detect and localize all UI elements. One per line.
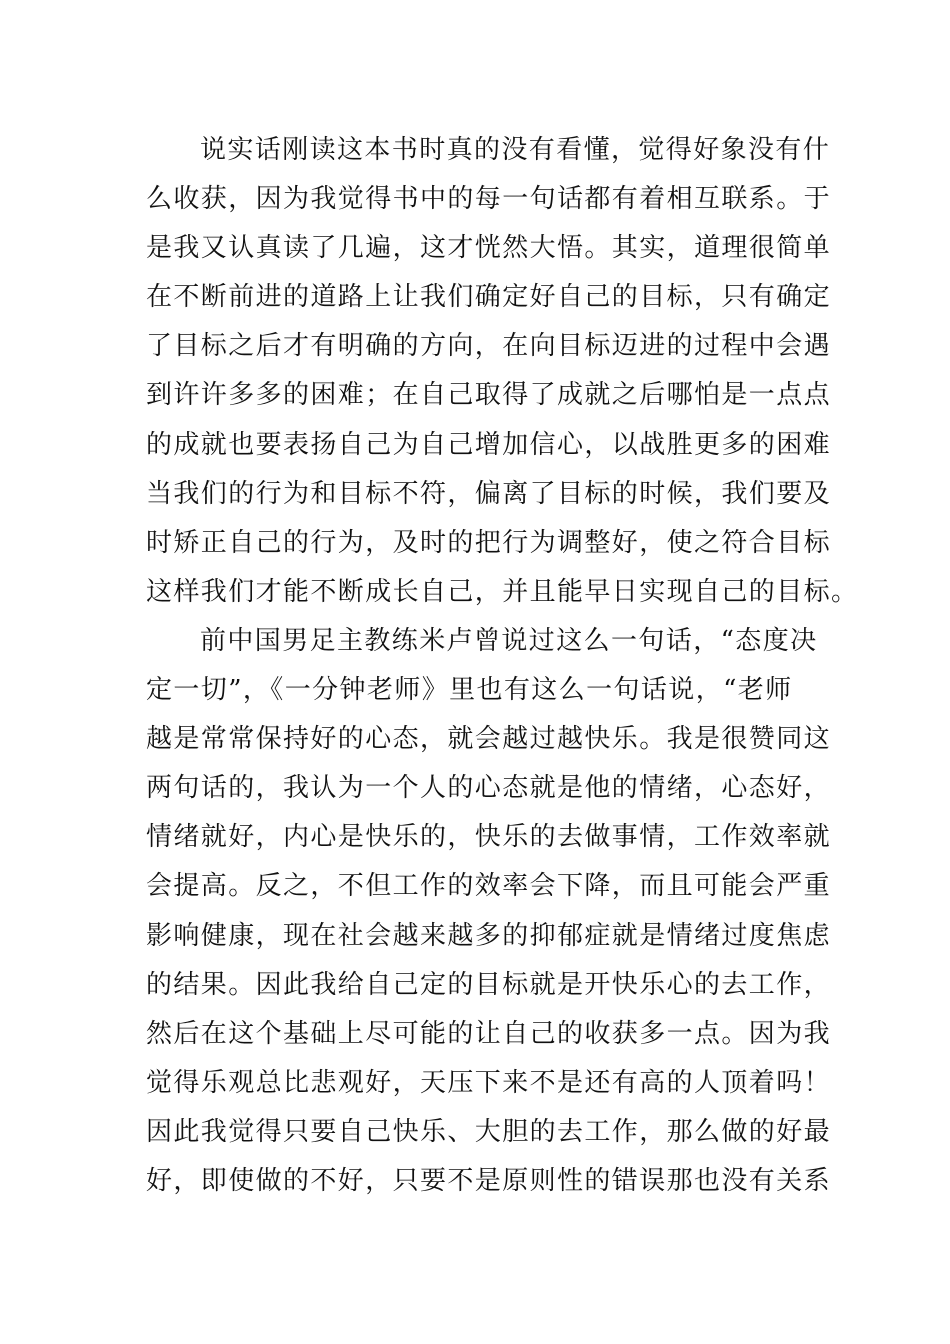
paragraph-2-line-5: 情绪就好，内心是快乐的，快乐的去做事情，工作效率就	[146, 822, 832, 853]
paragraph-2-line-12: 好，即使做的不好，只要不是原则性的错误那也没有关系	[146, 1165, 832, 1196]
paragraph-1-line-5: 了目标之后才有明确的方向，在向目标迈进的过程中会遇	[146, 331, 832, 362]
paragraph-2-line-3: 越是常常保持好的心态，就会越过越快乐。我是很赞同这	[146, 724, 832, 755]
paragraph-1-line-3: 是我又认真读了几遍，这才恍然大悟。其实，道理很简单	[146, 233, 832, 264]
document-body	[146, 126, 859, 1206]
paragraph-1-line-10: 这样我们才能不断成长自己，并且能早日实现自己的目标。	[146, 576, 859, 607]
paragraph-1-line-6: 到许许多多的困难；在自己取得了成就之后哪怕是一点点	[146, 380, 832, 411]
paragraph-1-line-7: 的成就也要表扬自己为自己增加信心，以战胜更多的困难	[146, 429, 832, 460]
paragraph-1-line-8: 当我们的行为和目标不符，偏离了目标的时候，我们要及	[146, 478, 832, 509]
paragraph-2-line-9: 然后在这个基础上尽可能的让自己的收获多一点。因为我	[146, 1018, 832, 1049]
paragraph-2-line-1: 前中国男足主教练米卢曾说过这么一句话，“态度决	[200, 625, 818, 656]
paragraph-1-line-4: 在不断前进的道路上让我们确定好自己的目标，只有确定	[146, 282, 832, 313]
paragraph-2-line-10: 觉得乐观总比悲观好，天压下来不是还有高的人顶着吗！	[146, 1067, 832, 1098]
paragraph-2-line-7: 影响健康，现在社会越来越多的抑郁症就是情绪过度焦虑	[146, 920, 832, 951]
paragraph-1-line-1: 说实话刚读这本书时真的没有看懂，觉得好象没有什	[200, 135, 831, 165]
paragraph-2-line-11: 因此我觉得只要自己快乐、大胆的去工作，那么做的好最	[146, 1116, 832, 1147]
paragraph-2-line-4: 两句话的，我认为一个人的心态就是他的情绪，心态好，	[146, 773, 832, 804]
paragraph-2-line-2: 定一切”，《一分钟老师》里也有这么一句话说，“老师	[146, 675, 793, 706]
paragraph-2-line-6: 会提高。反之，不但工作的效率会下降，而且可能会严重	[146, 871, 832, 902]
paragraph-2-line-8: 的结果。因此我给自己定的目标就是开快乐心的去工作，	[146, 969, 832, 1000]
paragraph-1-line-9: 时矫正自己的行为，及时的把行为调整好，使之符合目标	[146, 527, 832, 558]
paragraph-1-line-2: 么收获，因为我觉得书中的每一句话都有着相互联系。于	[146, 184, 832, 215]
